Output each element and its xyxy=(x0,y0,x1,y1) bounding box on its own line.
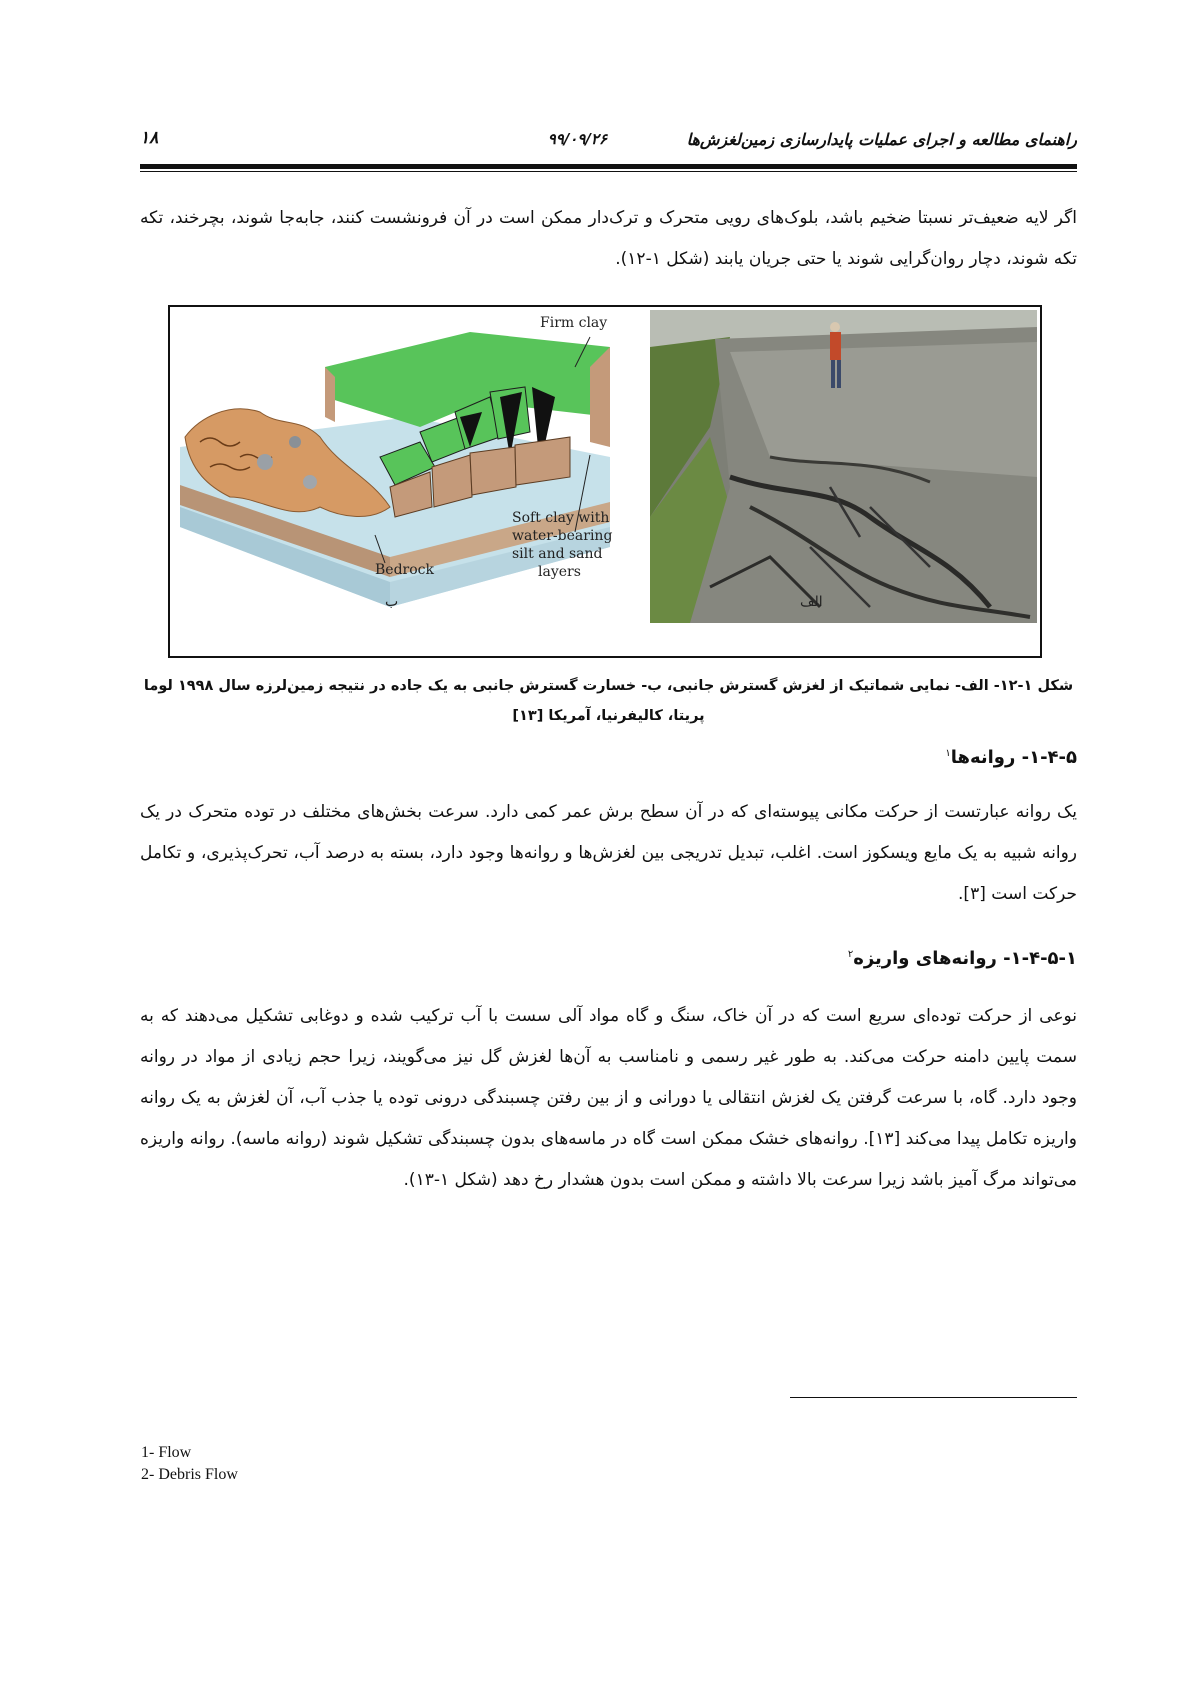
label-soft-clay-3: silt and sand xyxy=(512,546,603,562)
footnote-2: 2- Debris Flow xyxy=(141,1466,238,1483)
figure-1-12 xyxy=(168,305,1042,658)
section-heading xyxy=(945,747,1077,768)
label-firm-clay: Firm clay xyxy=(540,315,608,331)
header-rule-thin xyxy=(140,171,1077,172)
header-date: ۹۹/۰۹/۲۶ xyxy=(547,130,607,148)
section-heading-text: ۱-۴-۵- روانه‌ها xyxy=(950,747,1077,768)
panel-label-alef: الف xyxy=(800,594,823,610)
footnotes xyxy=(141,1442,238,1486)
header-rule-thick xyxy=(140,164,1077,169)
label-soft-clay-1: Soft clay with xyxy=(512,510,610,526)
figure-caption-line-2: پریتا، کالیفرنیا، آمریکا [۱۳] xyxy=(512,708,705,724)
section-heading-footnote-mark: ۱ xyxy=(945,748,951,759)
subsection-paragraph: نوعی از حرکت توده‌ای سریع است که در آن خاک، سنگ و گاه مواد آلی سست با آب ترکیب شده و دوغابی تشکیل می‌دهند که به سمت پایین دامنه حرکت می‌کند. به طور غیر رسمی و نامناسب به آن‌ها لغزش گل نیز می‌گویند، زیرا حجم زیادی از مواد در روانه وجود دارد. گاه، با سرعت گرفتن یک لغزش انتقالی یا دورانی و از بین رفتن چسبندگی درونی توده یا جذب آب، آن لغزش به یک روانه واریزه تکامل پیدا می‌کند [۱۳]. روانه‌های خشک ممکن است گاه در ماسه‌های بدون چسبندگی تشکیل شوند (روانه ماسه). روانه واریزه می‌تواند مرگ آمیز باشد زیرا سرعت بالا داشته و ممکن است بدون هشدار رخ دهد (شکل ۱-۱۳). xyxy=(140,1006,1077,1190)
page-number: ۱۸ xyxy=(140,128,159,148)
subsection-heading-text: ۱-۴-۵-۱- روانه‌های واریزه xyxy=(853,948,1077,969)
label-soft-clay-4: layers xyxy=(538,564,581,580)
intro-paragraph: اگر لایه ضعیف‌تر نسبتا ضخیم باشد، بلوک‌های رویی متحرک و ترک‌دار ممکن است در آن فرونشست کنند، جابه‌جا شوند، بچرخند، تکه تکه شوند، دچار روان‌گرایی شوند یا حتی جریان یابند (شکل ۱-۱۲). xyxy=(140,208,1077,269)
page-header xyxy=(140,118,1077,162)
figure-caption xyxy=(140,671,1077,731)
header-title: راهنمای مطالعه و اجرای عملیات پایدارسازی زمین‌لغزش‌ها xyxy=(686,130,1077,149)
label-bedrock: Bedrock xyxy=(375,562,434,578)
road-damage-photo xyxy=(650,310,1037,623)
panel-label-b: ب xyxy=(385,594,399,610)
lateral-spread-schematic xyxy=(180,315,612,607)
subsection-heading xyxy=(848,948,1077,969)
subsection-heading-footnote-mark: ۲ xyxy=(847,949,854,960)
footnote-rule xyxy=(790,1397,1077,1398)
section-paragraph: یک روانه عبارتست از حرکت مکانی پیوسته‌ای که در آن سطح برش عمر کمی دارد. سرعت بخش‌های مختلف در توده متحرک در یک روانه شبیه به یک مایع ویسکوز است. اغلب، تبدیل تدریجی بین لغزش‌ها و روانه‌ها وجود دارد، بسته به درصد آب، تحرک‌پذیری، و تکامل حرکت است [۳]. xyxy=(140,802,1077,904)
footnote-1: 1- Flow xyxy=(141,1444,192,1461)
figure-illustration xyxy=(170,307,1040,656)
label-soft-clay-2: water-bearing xyxy=(512,528,613,544)
figure-caption-line-1: شکل ۱-۱۲- الف- نمایی شماتیک از لغزش گسترش جانبی، ب- خسارت گسترش جانبی به یک جاده در نتیجه زمین‌لرزه سال ۱۹۹۸ لوما xyxy=(143,678,1074,694)
